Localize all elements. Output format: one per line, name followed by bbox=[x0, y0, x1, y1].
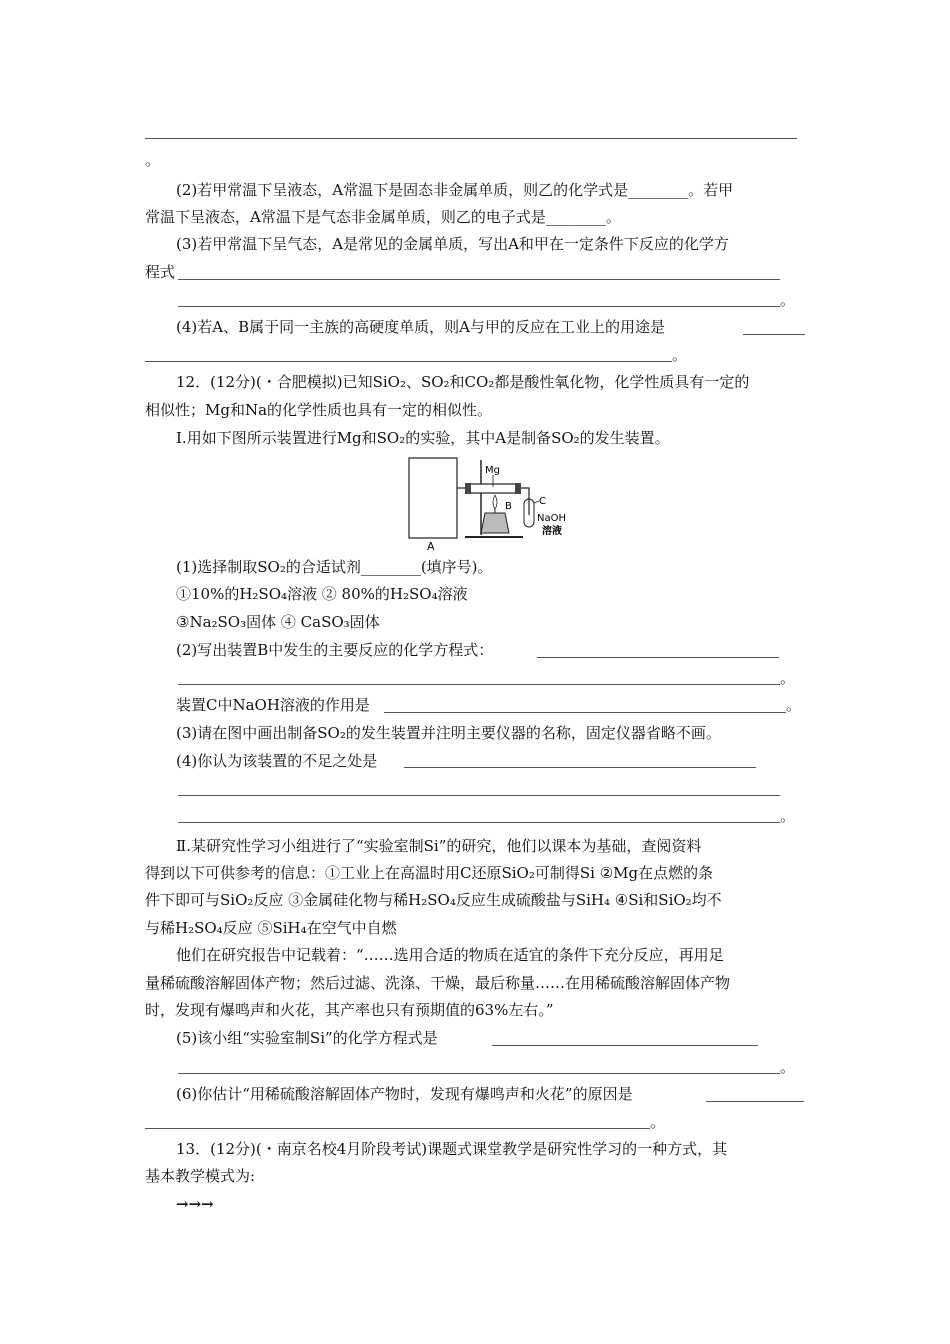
tube-stopper-right bbox=[515, 483, 521, 494]
answer-line bbox=[743, 334, 805, 335]
text-line: 程式 bbox=[145, 263, 176, 281]
text-line: (3)若甲常温下呈气态，A是常见的金属单质，写出A和甲在一定条件下反应的化学方 bbox=[176, 235, 729, 253]
text-line: 常温下呈液态，A常温下是气态非金属单质，则乙的电子式是________。 bbox=[145, 208, 621, 226]
label-b: B bbox=[505, 501, 512, 512]
text-line: (5)该小组“实验室制Si”的化学方程式是 bbox=[176, 1029, 438, 1047]
text-line: Ⅰ.用如下图所示装置进行Mg和SO₂的实验，其中A是制备SO₂的发生装置。 bbox=[176, 429, 670, 447]
text-line: 。 bbox=[145, 151, 161, 169]
text-line: 相似性；Mg和Na的化学性质也具有一定的相似性。 bbox=[145, 401, 493, 419]
label-naoh: NaOH bbox=[537, 513, 566, 524]
label-mg: Mg bbox=[485, 465, 500, 476]
answer-line bbox=[178, 822, 780, 823]
generator-box bbox=[409, 458, 457, 538]
text-line: (2)写出装置B中发生的主要反应的化学方程式： bbox=[176, 641, 494, 659]
text-line: 装置C中NaOH溶液的作用是 bbox=[176, 696, 370, 714]
text-line: 他们在研究报告中记载着：“……选用合适的物质在适宜的条件下充分反应，再用足 bbox=[176, 946, 724, 964]
text-line: (1)选择制取SO₂的合适试剂________(填序号)。 bbox=[176, 558, 493, 576]
text-line: 12．(12分)(・合肥模拟)已知SiO₂、SO₂和CO₂都是酸性氧化物，化学性质具有一定的 bbox=[176, 373, 750, 391]
flame bbox=[493, 495, 497, 509]
answer-line bbox=[178, 684, 780, 685]
answer-line bbox=[145, 1128, 650, 1129]
text-line: ①10%的H₂SO₄溶液 ② 80%的H₂SO₄溶液 bbox=[176, 585, 468, 603]
text-line: 得到以下可供参考的信息：①工业上在高温时用C还原SiO₂可制得Si ②Mg在点燃的条 bbox=[145, 864, 714, 882]
text-line: 。 bbox=[780, 291, 796, 309]
text-line: 与稀H₂SO₄反应 ⑤SiH₄在空气中自燃 bbox=[145, 919, 397, 937]
text-line: Ⅱ.某研究性学习小组进行了“实验室制Si”的研究，他们以课本为基础，查阅资料 bbox=[176, 837, 702, 855]
tube-stopper-left bbox=[465, 483, 471, 494]
text-line: (2)若甲常温下呈液态，A常温下是固态非金属单质，则乙的化学式是________。若甲 bbox=[176, 181, 734, 199]
answer-line bbox=[404, 767, 756, 768]
text-line: 量稀硫酸溶解固体产物；然后过滤、洗涤、干燥，最后称量……在用稀硫酸溶解固体产物 bbox=[145, 974, 731, 992]
text-line: 。 bbox=[780, 807, 796, 825]
text-line: (4)若A、B属于同一主族的高硬度单质，则A与甲的反应在工业上的用途是 bbox=[176, 318, 665, 336]
answer-line bbox=[178, 1073, 780, 1074]
text-line: 。 bbox=[650, 1113, 666, 1131]
answer-line bbox=[178, 795, 780, 796]
text-line: (4)你认为该装置的不足之处是 bbox=[176, 752, 378, 770]
text-line: 。 bbox=[780, 1058, 796, 1076]
text-line: 基本教学模式为: bbox=[145, 1167, 256, 1185]
label-a: A bbox=[427, 540, 435, 553]
alcohol-lamp bbox=[481, 513, 509, 533]
answer-line bbox=[145, 361, 672, 362]
label-c: C bbox=[539, 496, 546, 507]
answer-line bbox=[706, 1101, 804, 1102]
text-line: 。 bbox=[672, 346, 688, 364]
label-solution: 溶液 bbox=[542, 526, 562, 537]
text-line: ③Na₂SO₃固体 ④ CaSO₃固体 bbox=[176, 613, 380, 631]
answer-line bbox=[384, 712, 786, 713]
answer-line bbox=[537, 657, 779, 658]
answer-line bbox=[178, 279, 780, 280]
text-line: 。 bbox=[780, 669, 796, 687]
text-line: 件下即可与SiO₂反应 ③金属硅化物与稀H₂SO₄反应生成硫酸盐与SiH₄ ④Si和SiO₂均不 bbox=[145, 891, 722, 909]
answer-line bbox=[492, 1045, 758, 1046]
text-line: (6)你估计“用稀硫酸溶解固体产物时，发现有爆鸣声和火花”的原因是 bbox=[176, 1085, 633, 1103]
text-line: 。 bbox=[786, 696, 802, 714]
text-line: (3)请在图中画出制备SO₂的发生装置并注明主要仪器的名称，固定仪器省略不画。 bbox=[176, 724, 721, 742]
text-line: →→→ bbox=[176, 1195, 214, 1213]
text-line: 时，发现有爆鸣声和火花，其产率也只有预期值的63%左右。” bbox=[145, 1001, 554, 1019]
answer-line bbox=[178, 306, 780, 307]
apparatus-diagram bbox=[405, 455, 590, 553]
answer-line bbox=[145, 138, 797, 139]
text-line: 13．(12分)(・南京名校4月阶段考试)课题式课堂教学是研究性学习的一种方式，其 bbox=[176, 1140, 728, 1158]
